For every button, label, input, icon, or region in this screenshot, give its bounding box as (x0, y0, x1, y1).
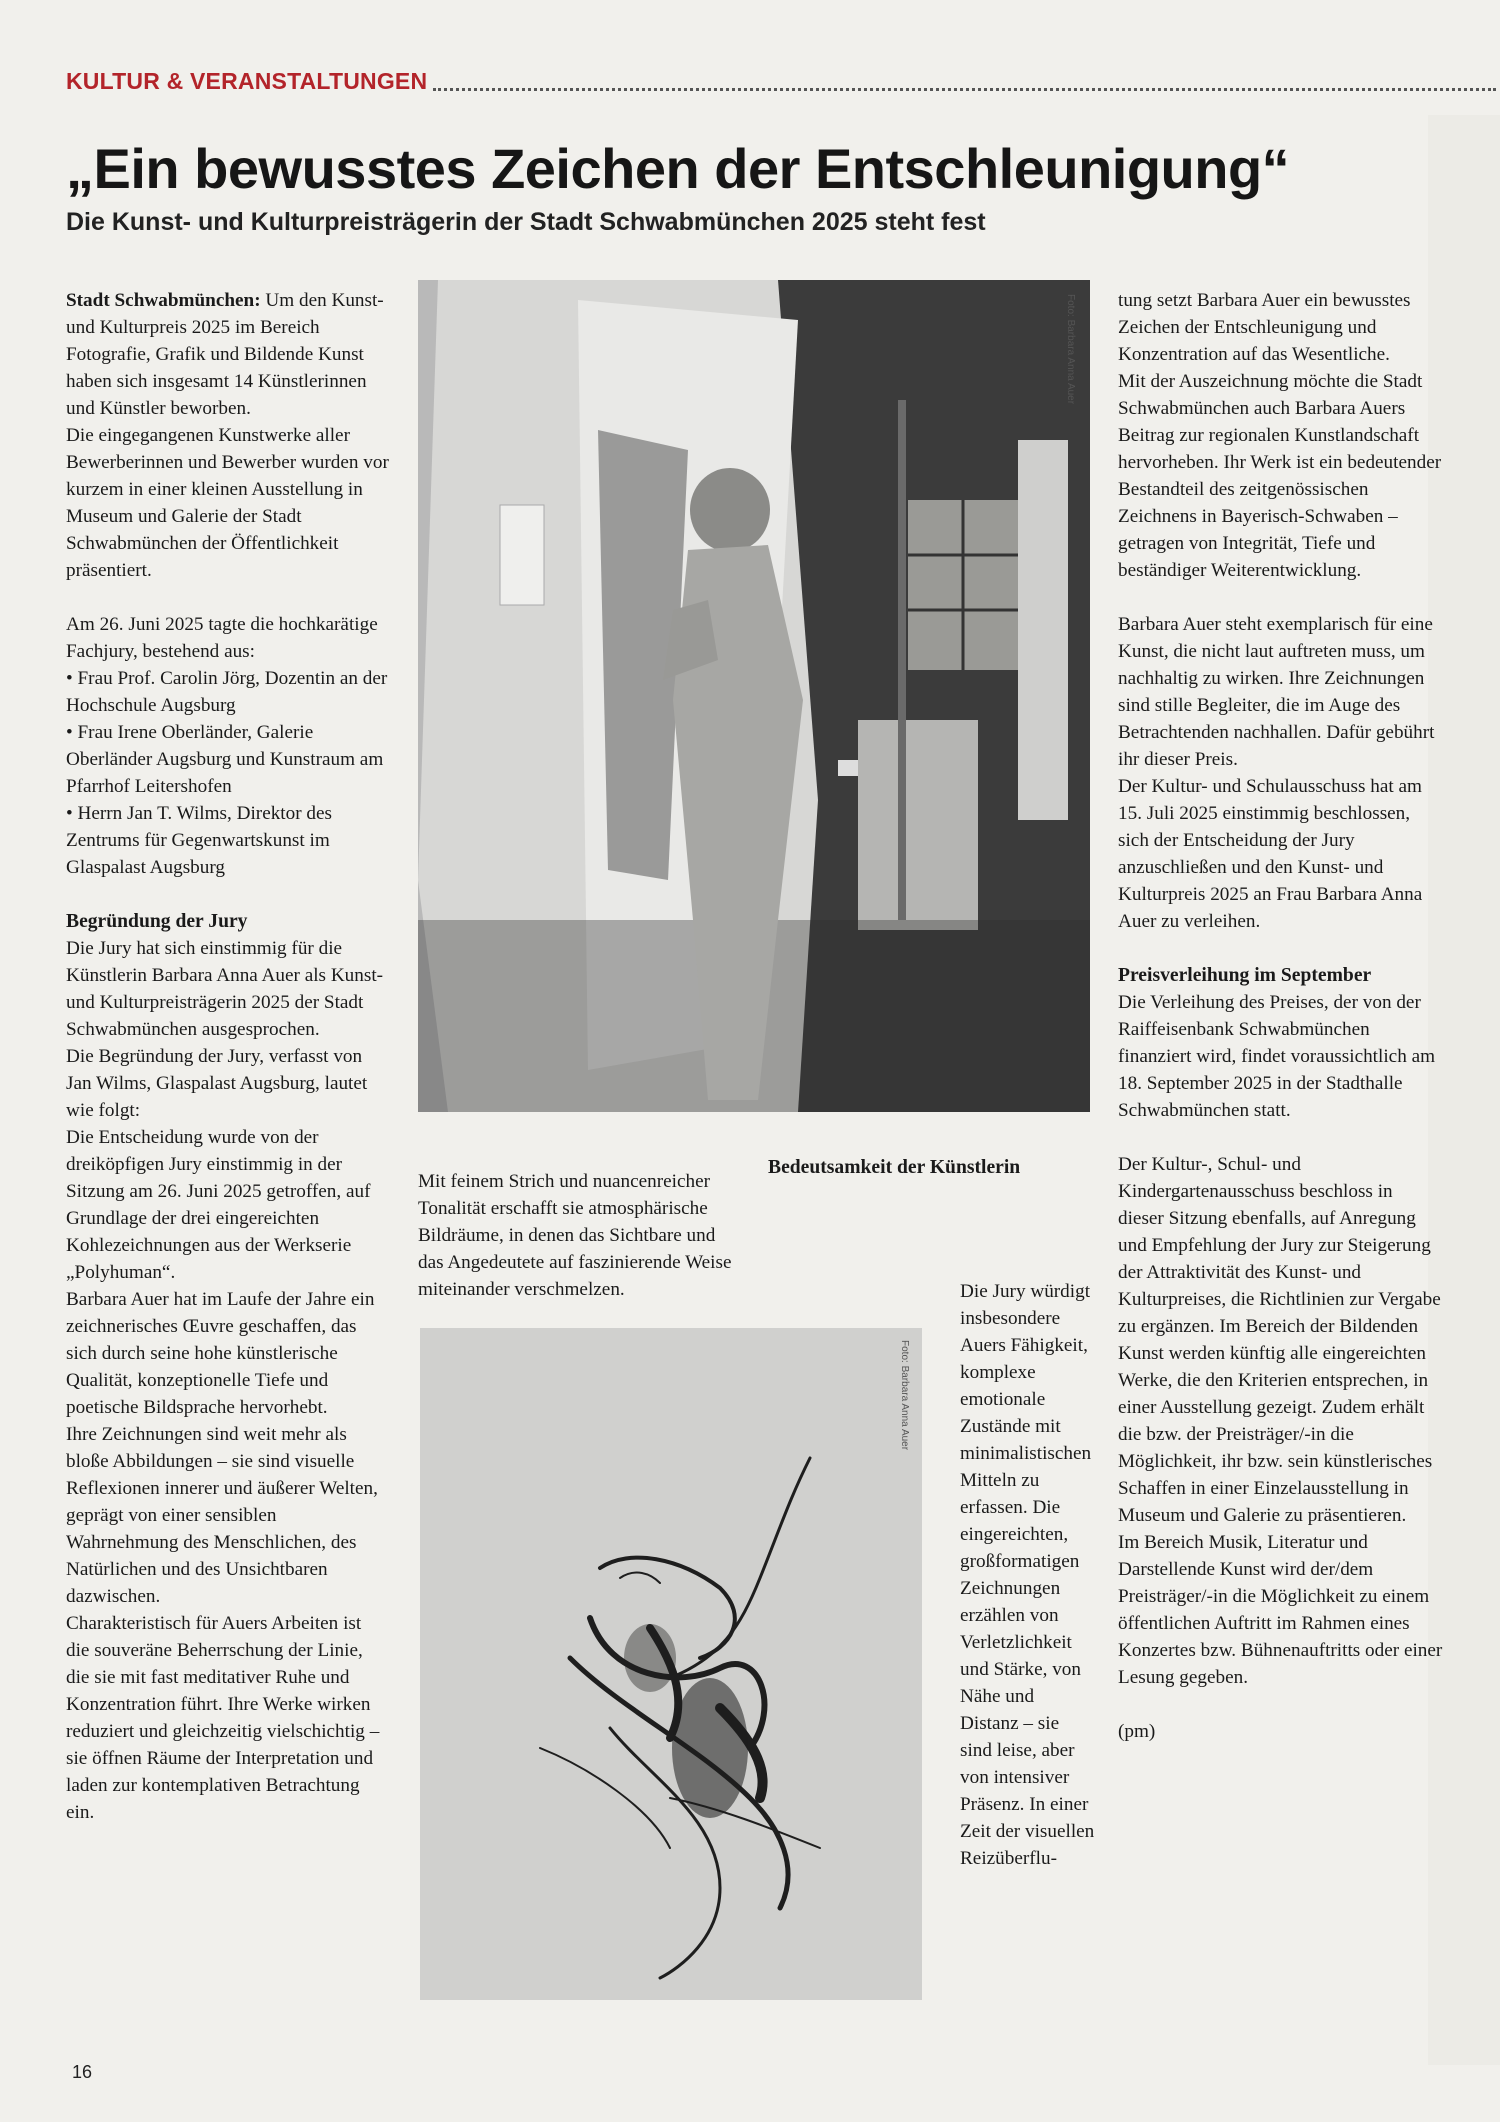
intro-text: Um den Kunst- und Kulturpreis 2025 im Bereich Fotografie, Grafik und Bildende Kunst haben sich insgesamt 14 Künstlerinnen und Künstler beworben. (66, 290, 384, 419)
paragraph-deceleration: tung setzt Barbara Auer ein bewusstes Zeichen der Entschleunigung und Konzentration auf das Wesentliche. (1118, 290, 1411, 365)
page-number: 16 (72, 2062, 93, 2082)
paragraph-decision-details: Die Entscheidung wurde von der dreiköpfigen Jury einstimmig in der Sitzung am 26. Juni 2025 getroffen, auf Grundlage der drei eingereichten Kohlezeichnungen aus der Werkserie „Polyhuman“. (66, 1127, 371, 1283)
charcoal-drawing-photo (420, 1328, 922, 2000)
paragraph-music-literature: Im Bereich Musik, Literatur und Darstellende Kunst wird der/dem Preisträger/-in die Möglichkeit zu einem öffentlichen Auftritt im Rahmen eines Konzertes bzw. Bühnenauftritts oder einer Lesung gegeben. (1118, 1532, 1443, 1688)
subheading-significance: Bedeutsamkeit der Künstlerin (768, 1157, 1021, 1178)
dotted-rule (433, 72, 1496, 91)
paragraph-regional-contribution: Mit der Auszeichnung möchte die Stadt Schwabmünchen auch Barbara Auers Beitrag zur regionalen Kunstlandschaft hervorheben. Ihr Werk ist ein bedeutender Bestandteil des zeitgenössischen Zeichnens in Bayerisch-Schwaben – getragen von Integrität, Tiefe und beständiger Weiterentwicklung. (1118, 371, 1442, 581)
paragraph-oeuvre: Barbara Auer hat im Laufe der Jahre ein zeichnerisches Œuvre geschaffen, das sich durch seine hohe künstlerische Qualität, konzeptionelle Tiefe und poetische Bildsprache hervorhebt. (66, 1289, 375, 1418)
photo-credit-drawing: Foto: Barbara Anna Auer (899, 1340, 910, 1451)
article-column-1 (66, 287, 389, 1826)
jury-member-2: • Frau Irene Oberländer, Galerie Oberländer Augsburg und Kunstraum am Pfarrhof Leitershofen (66, 722, 384, 797)
studio-photo-illustration (418, 280, 1090, 1112)
intro-paragraph (66, 287, 389, 422)
subheading-award-ceremony: Preisverleihung im September (1118, 965, 1372, 986)
article-subheadline: Die Kunst- und Kulturpreisträgerin der Stadt Schwabmünchen 2025 steht fest (66, 208, 986, 236)
section-header (66, 66, 1496, 96)
paragraph-reasoning-author: Die Begründung der Jury, verfasst von Jan Wilms, Glaspalast Augsburg, lautet wie folgt: (66, 1046, 368, 1121)
artist-studio-photo (418, 280, 1090, 1112)
article-column-2-text (418, 1168, 740, 1303)
paragraph-jury-decision: Die Jury hat sich einstimmig für die Künstlerin Barbara Anna Auer als Kunst- und Kulturpreisträgerin 2025 der Stadt Schwabmünchen ausgesprochen. (66, 938, 384, 1040)
paragraph-exhibition: Die eingegangenen Kunstwerke aller Bewerberinnen und Bewerber wurden vor kurzem in einer kleinen Ausstellung in Museum und Galerie der Stadt Schwabmünchen der Öffentlichkeit präsentiert. (66, 425, 389, 581)
jury-member-1: • Frau Prof. Carolin Jörg, Dozentin an der Hochschule Augsburg (66, 668, 388, 716)
section-label: KULTUR & VERANSTALTUNGEN (66, 67, 428, 94)
paragraph-ceremony: Die Verleihung des Preises, der von der Raiffeisenbank Schwabmünchen finanziert wird, findet voraussichtlich am 18. September 2025 in der Stadthalle Schwabmünchen statt. (1118, 992, 1436, 1121)
paragraph-jury-meeting: Am 26. Juni 2025 tagte die hochkarätige Fachjury, bestehend aus: (66, 614, 378, 662)
paragraph-tonality: Mit feinem Strich und nuancenreicher Tonalität erschafft sie atmosphärische Bildräume, in denen das Sichtbare und das Angedeutete auf faszinierende Weise miteinander verschmelzen. (418, 1171, 732, 1300)
paragraph-committee-decision: Der Kultur- und Schulausschuss hat am 15. Juli 2025 einstimmig beschlossen, sich der Entscheidung der Jury anzuschließen und den Kunst- und Kulturpreis 2025 an Frau Barbara Anna Auer zu verleihen. (1118, 776, 1423, 932)
drawing-illustration (420, 1328, 922, 2000)
author-sign: (pm) (1118, 1721, 1156, 1742)
article-column-3-narrow (960, 1278, 1095, 1872)
dateline: Stadt Schwabmünchen: (66, 290, 261, 311)
article-column-4 (1118, 287, 1443, 1745)
article-column-3-head (768, 1154, 1090, 1181)
paragraph-characteristics: Charakteristisch für Auers Arbeiten ist die souveräne Beherrschung der Linie, die sie mit fast meditativer Ruhe und Konzentration führt. Ihre Werke wirken reduziert und gleichzeitig vielschichtig – sie öffnen Räume der Interpretation und laden zur kontemplativen Betrachtung ein. (66, 1613, 380, 1823)
paragraph-significance: Die Jury würdigt insbesondere Auers Fähigkeit, komplexe emotionale Zustände mit minimalistischen Mitteln zu erfassen. Die eingereichten, großformatigen Zeichnungen erzählen von Verletzlichkeit und Stärke, von Nähe und Distanz – sie sind leise, aber von intensiver Präsenz. In einer Zeit der visuellen Reizüberflu- (960, 1281, 1095, 1869)
paragraph-drawings: Ihre Zeichnungen sind weit mehr als bloße Abbildungen – sie sind visuelle Reflexionen innerer und äußerer Welten, geprägt von einer sensiblen Wahrnehmung des Menschlichen, des Natürlichen und des Unsichtbaren dazwischen. (66, 1424, 378, 1607)
paragraph-exemplary: Barbara Auer steht exemplarisch für eine Kunst, die nicht laut auftreten muss, um nachhaltig zu wirken. Ihre Zeichnungen sind stille Begleiter, die im Auge des Betrachtenden nachhallen. Dafür gebührt ihr dieser Preis. (1118, 614, 1435, 770)
article-headline: „Ein bewusstes Zeichen der Entschleunigung“ (66, 137, 1290, 200)
subheading-jury-reasoning: Begründung der Jury (66, 911, 248, 932)
photo-credit-studio: Foto: Barbara Anna Auer (1065, 294, 1076, 405)
jury-member-3: • Herrn Jan T. Wilms, Direktor des Zentrums für Gegenwartskunst im Glaspalast Augsburg (66, 803, 332, 878)
paragraph-guidelines: Der Kultur-, Schul- und Kindergartenausschuss beschloss in dieser Sitzung ebenfalls, auf Anregung und Empfehlung der Jury zur Steigerung der Attraktivität des Kunst- und Kulturpreises, die Richtlinien zur Vergabe zu ergänzen. Im Bereich der Bildenden Kunst werden künftig alle eingereichten Werke, die den Kriterien entsprechen, in einer Ausstellung gezeigt. Zudem erhält die bzw. der Preisträger/-in die Möglichkeit, ihr bzw. sein künstlerisches Schaffen in einer Einzelausstellung in Museum und Galerie zu präsentieren. (1118, 1154, 1441, 1526)
